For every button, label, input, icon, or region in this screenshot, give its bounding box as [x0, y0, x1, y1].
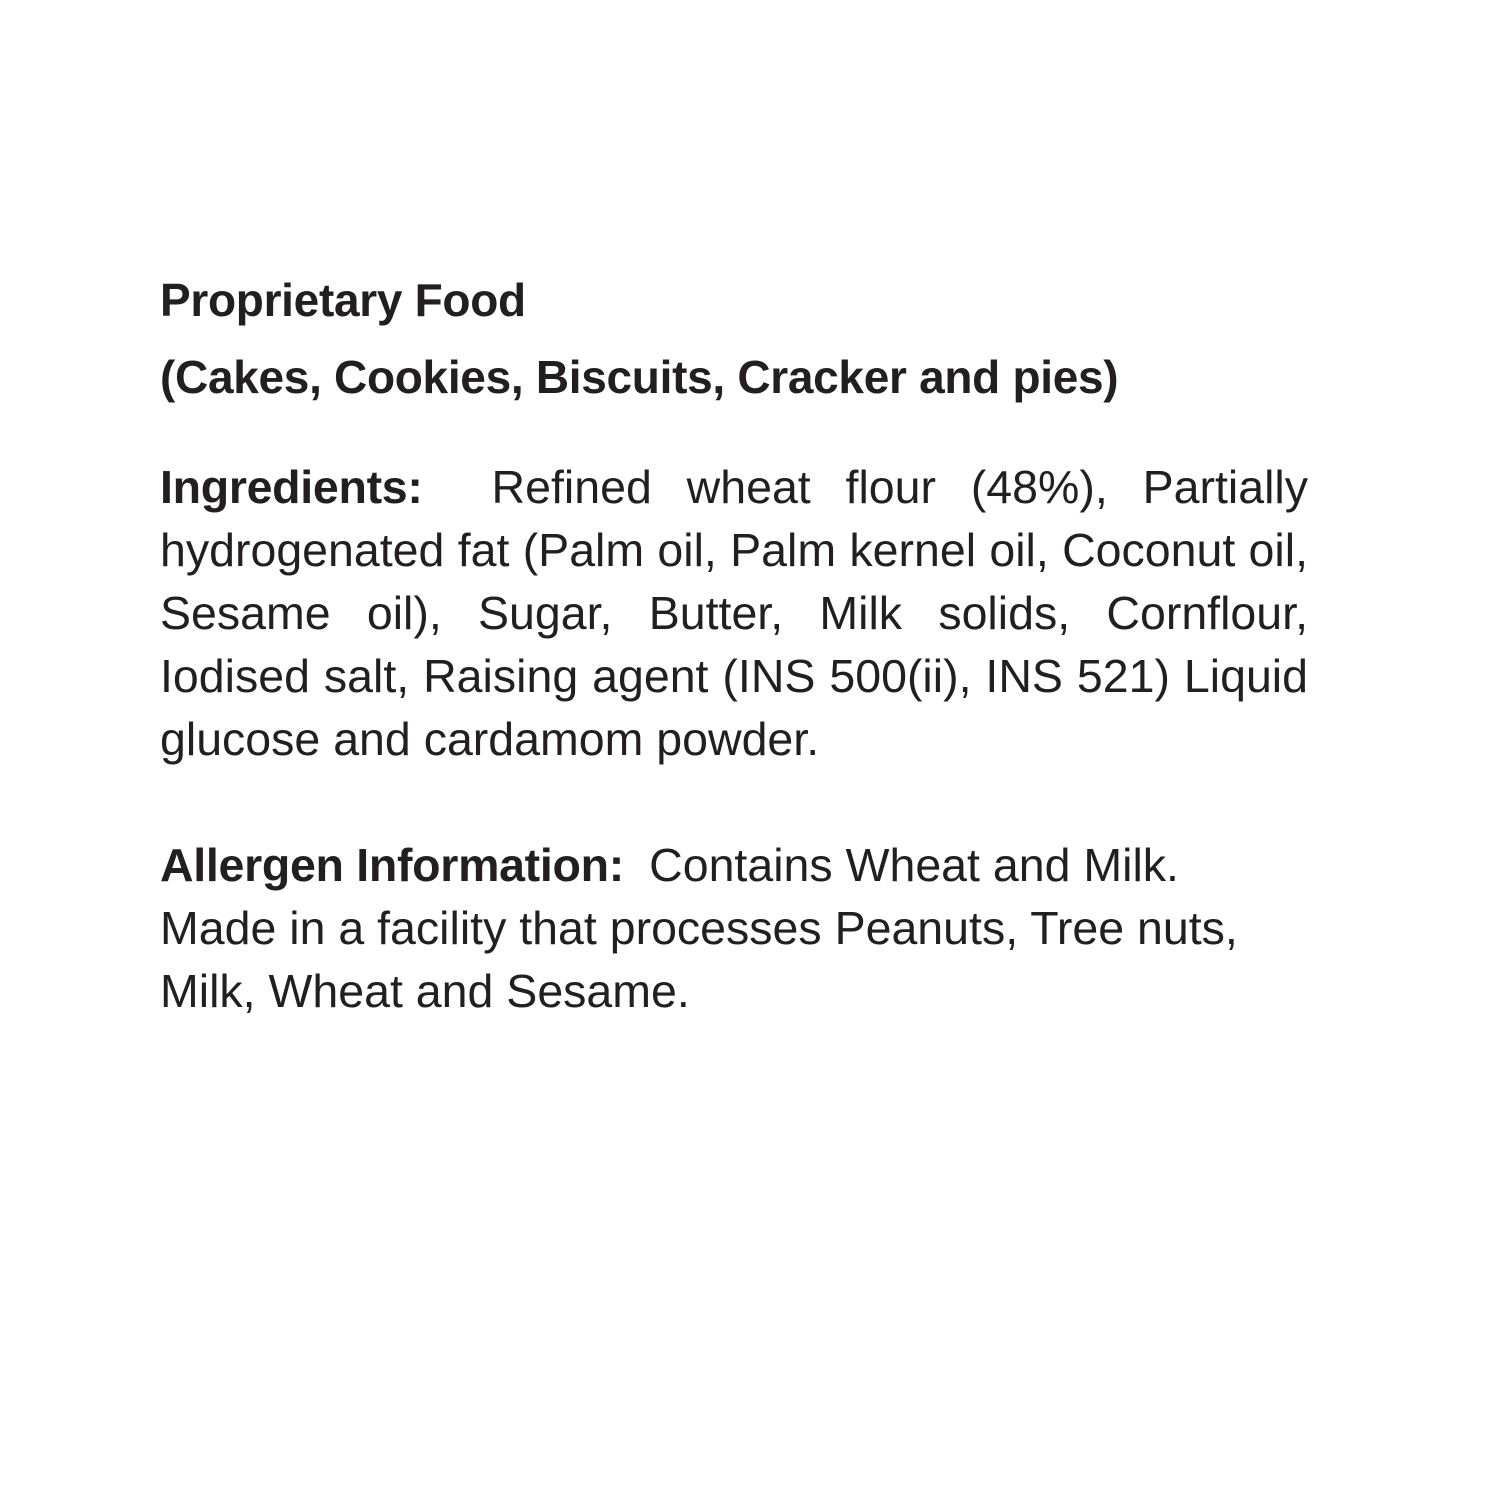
allergen-contains: Contains Wheat and Milk. — [649, 839, 1179, 891]
food-label-panel — [160, 262, 1308, 1023]
category-title: Proprietary Food — [160, 274, 526, 326]
ingredients-label: Ingredients: — [160, 461, 492, 513]
allergen-label: Allergen Information: — [160, 839, 650, 891]
ingredients-text: Refined wheat flour (48%), Partially hydrogenated fat (Palm oil, Palm kernel oil, Coconut oil, Sesame oil), Sugar, Butter, Milk solids, Cornflour, Iodised salt, Raising agent (INS 500(ii), INS 521) Liquid glucose and cardamom powder. — [160, 461, 1308, 765]
category-subtitle: (Cakes, Cookies, Biscuits, Cracker and pies) — [160, 351, 1119, 403]
allergen-contains-line — [160, 834, 1308, 897]
allergen-facility-note: Made in a facility that processes Peanuts, Tree nuts, Milk, Wheat and Sesame. — [160, 902, 1238, 1017]
ingredients-section — [160, 456, 1308, 771]
product-heading — [160, 262, 1308, 416]
allergen-section — [160, 834, 1308, 1023]
